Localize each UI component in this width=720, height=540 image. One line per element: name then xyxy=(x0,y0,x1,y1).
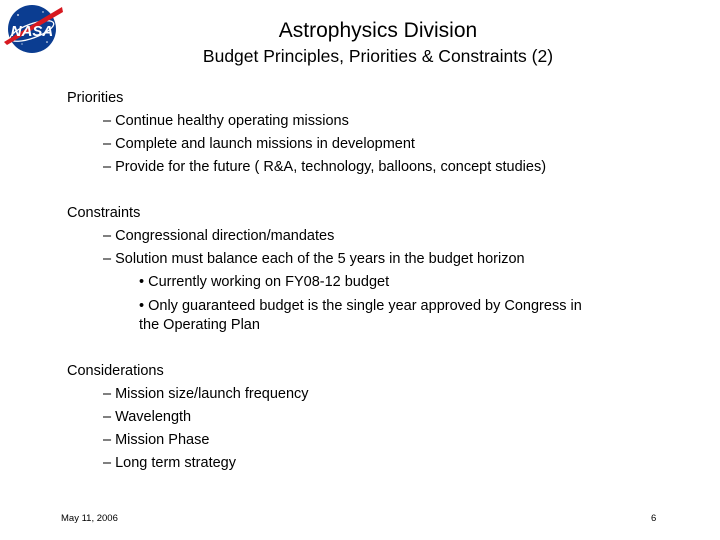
footer-date: May 11, 2006 xyxy=(61,513,118,524)
priorities-item: – Provide for the future ( R&A, technology, balloons, concept studies) xyxy=(103,159,547,175)
priorities-heading: Priorities xyxy=(67,90,124,106)
constraints-subitem: • Only guaranteed budget is the single year approved by Congress in xyxy=(139,298,582,314)
constraints-item: – Solution must balance each of the 5 years in the budget horizon xyxy=(103,251,525,267)
constraints-item: – Congressional direction/mandates xyxy=(103,228,335,244)
page-number: 6 xyxy=(651,513,657,524)
constraints-heading: Constraints xyxy=(67,205,141,221)
nasa-logo-text: NASA xyxy=(10,23,54,40)
considerations-item: – Mission Phase xyxy=(103,432,210,448)
priorities-item: – Complete and launch missions in development xyxy=(103,136,415,152)
constraints-subitem: • Currently working on FY08-12 budget xyxy=(139,274,390,290)
slide-title: Astrophysics Division xyxy=(278,19,478,42)
considerations-heading: Considerations xyxy=(67,363,164,379)
considerations-item: – Mission size/launch frequency xyxy=(103,386,309,402)
priorities-item: – Continue healthy operating missions xyxy=(103,113,349,129)
constraints-subitem-continuation: the Operating Plan xyxy=(139,317,260,333)
considerations-item: – Wavelength xyxy=(103,409,192,425)
slide-subtitle: Budget Principles, Priorities & Constraints (2) xyxy=(202,46,554,66)
considerations-item: – Long term strategy xyxy=(103,455,236,471)
